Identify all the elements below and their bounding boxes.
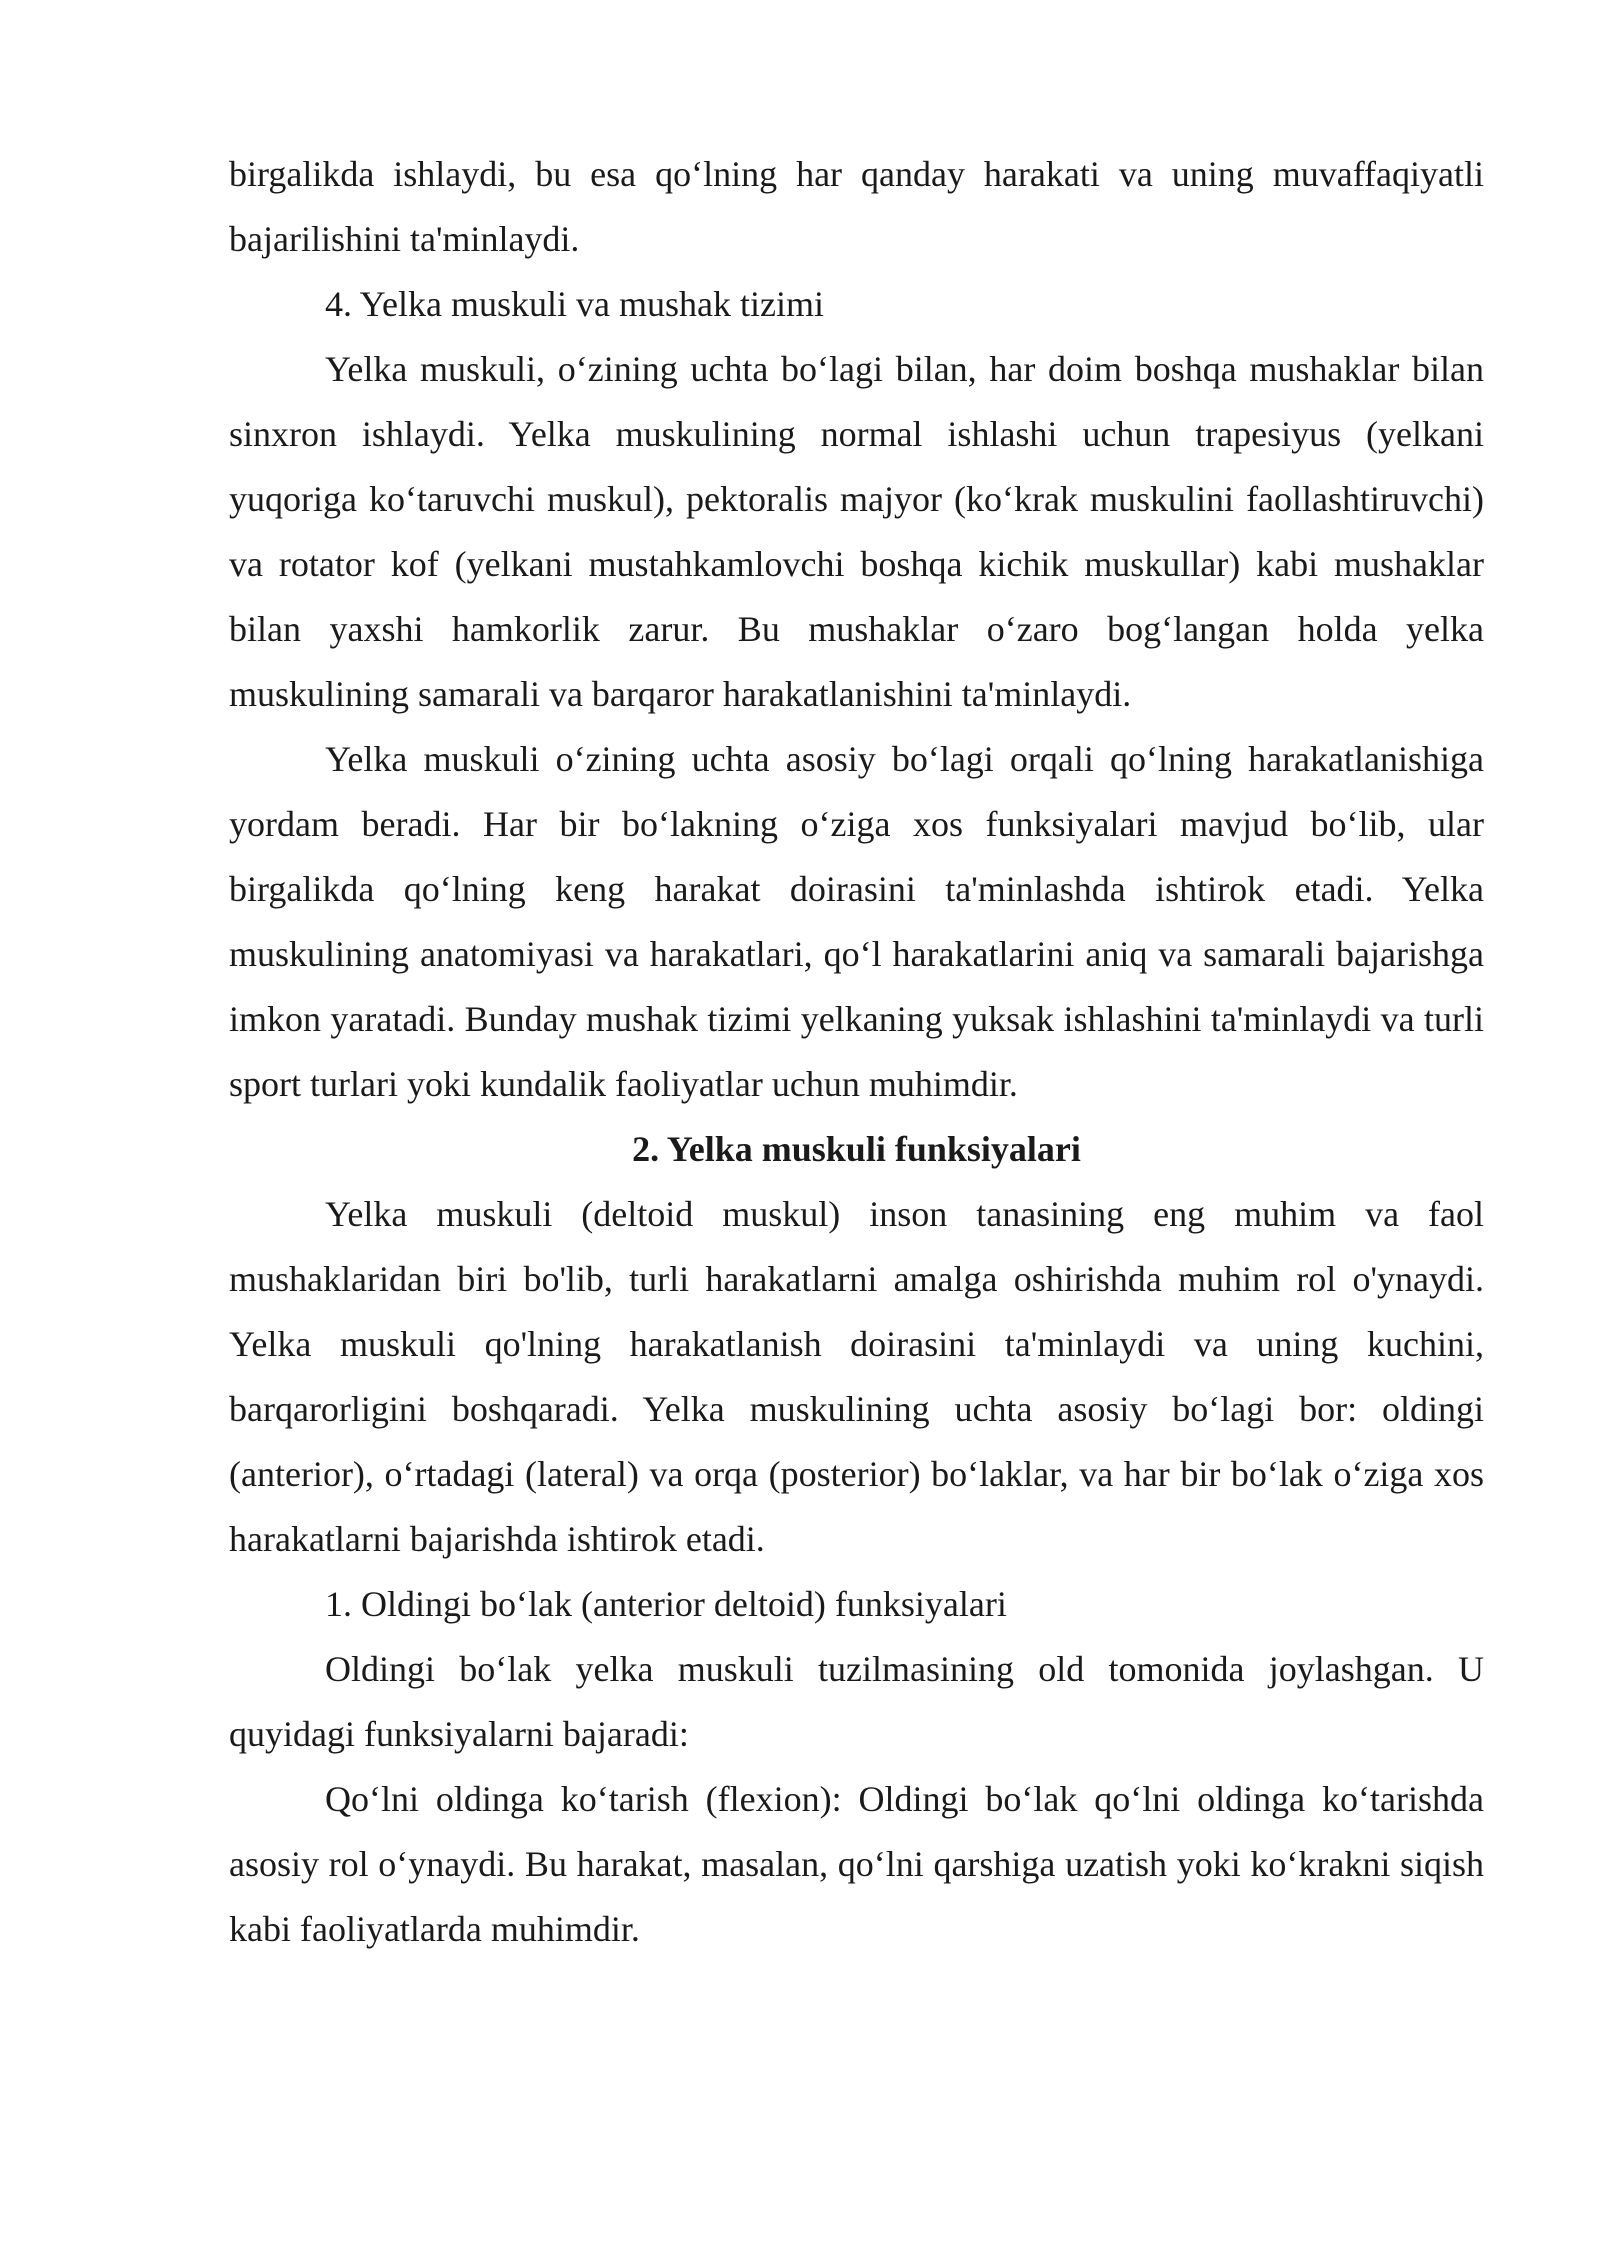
section-heading-functions: 2. Yelka muskuli funksiyalari [632,1129,1081,1169]
paragraph-flexion: Qo‘lni oldinga ko‘tarish (flexion): Oldingi bo‘lak qo‘lni oldinga ko‘tarishda asosiy rol o‘ynaydi. Bu harakat, masalan, qo‘lni qarshiga uzatish yoki ko‘krakni siqish kabi faoliyatlarda muhimdir. [229,1779,1484,1949]
subheading-muscle-system: 4. Yelka muskuli va mushak tizimi [325,284,824,324]
paragraph-deltoid-intro: Yelka muskuli (deltoid muskul) inson tanasining eng muhim va faol mushaklaridan biri bo'lib, turli harakatlarni amalga oshirishda muhim rol o'ynaydi. Yelka muskuli qo'lning harakatlanish doirasini ta'minlaydi va uning kuchini, barqarorligini boshqaradi. Yelka muskulining uchta asosiy bo‘lagi bor: oldingi (anterior), o‘rtadagi (lateral) va orqa (posterior) bo‘laklar, va har bir bo‘lak o‘ziga xos harakatlarni bajarishda ishtirok etadi. [229,1194,1484,1559]
paragraph-three-parts: Yelka muskuli o‘zining uchta asosiy bo‘lagi orqali qo‘lning harakatlanishiga yordam beradi. Har bir bo‘lakning o‘ziga xos funksiyalari mavjud bo‘lib, ular birgalikda qo‘lning keng harakat doirasini ta'minlashda ishtirok etadi. Yelka muskulining anatomiyasi va harakatlari, qo‘l harakatlarini aniq va samarali bajarishga imkon yaratadi. Bunday mushak tizimi yelkaning yuksak ishlashini ta'minlaydi va turli sport turlari yoki kundalik faoliyatlar uchun muhimdir. [229,739,1484,1104]
paragraph-muscle-synergy: Yelka muskuli, o‘zining uchta bo‘lagi bilan, har doim boshqa mushaklar bilan sinxron ishlaydi. Yelka muskulining normal ishlashi uchun trapesiyus (yelkani yuqoriga ko‘taruvchi muskul), pektoralis majyor (ko‘krak muskulini faollashtiruvchi) va rotator kof (yelkani mustahkamlovchi boshqa kichik muskullar) kabi mushaklar bilan yaxshi hamkorlik zarur. Bu mushaklar o‘zaro bog‘langan holda yelka muskulining samarali va barqaror harakatlanishini ta'minlaydi. [229,349,1484,714]
page-body [229,142,1484,1962]
paragraph-anterior-location: Oldingi bo‘lak yelka muskuli tuzilmasining old tomonida joylashgan. U quyidagi funksiyalarni bajaradi: [229,1649,1484,1754]
subheading-anterior-deltoid: 1. Oldingi bo‘lak (anterior deltoid) funksiyalari [325,1584,1007,1624]
paragraph-continuation: birgalikda ishlaydi, bu esa qo‘lning har qanday harakati va uning muvaffaqiyatli bajarilishini ta'minlaydi. [229,154,1484,259]
